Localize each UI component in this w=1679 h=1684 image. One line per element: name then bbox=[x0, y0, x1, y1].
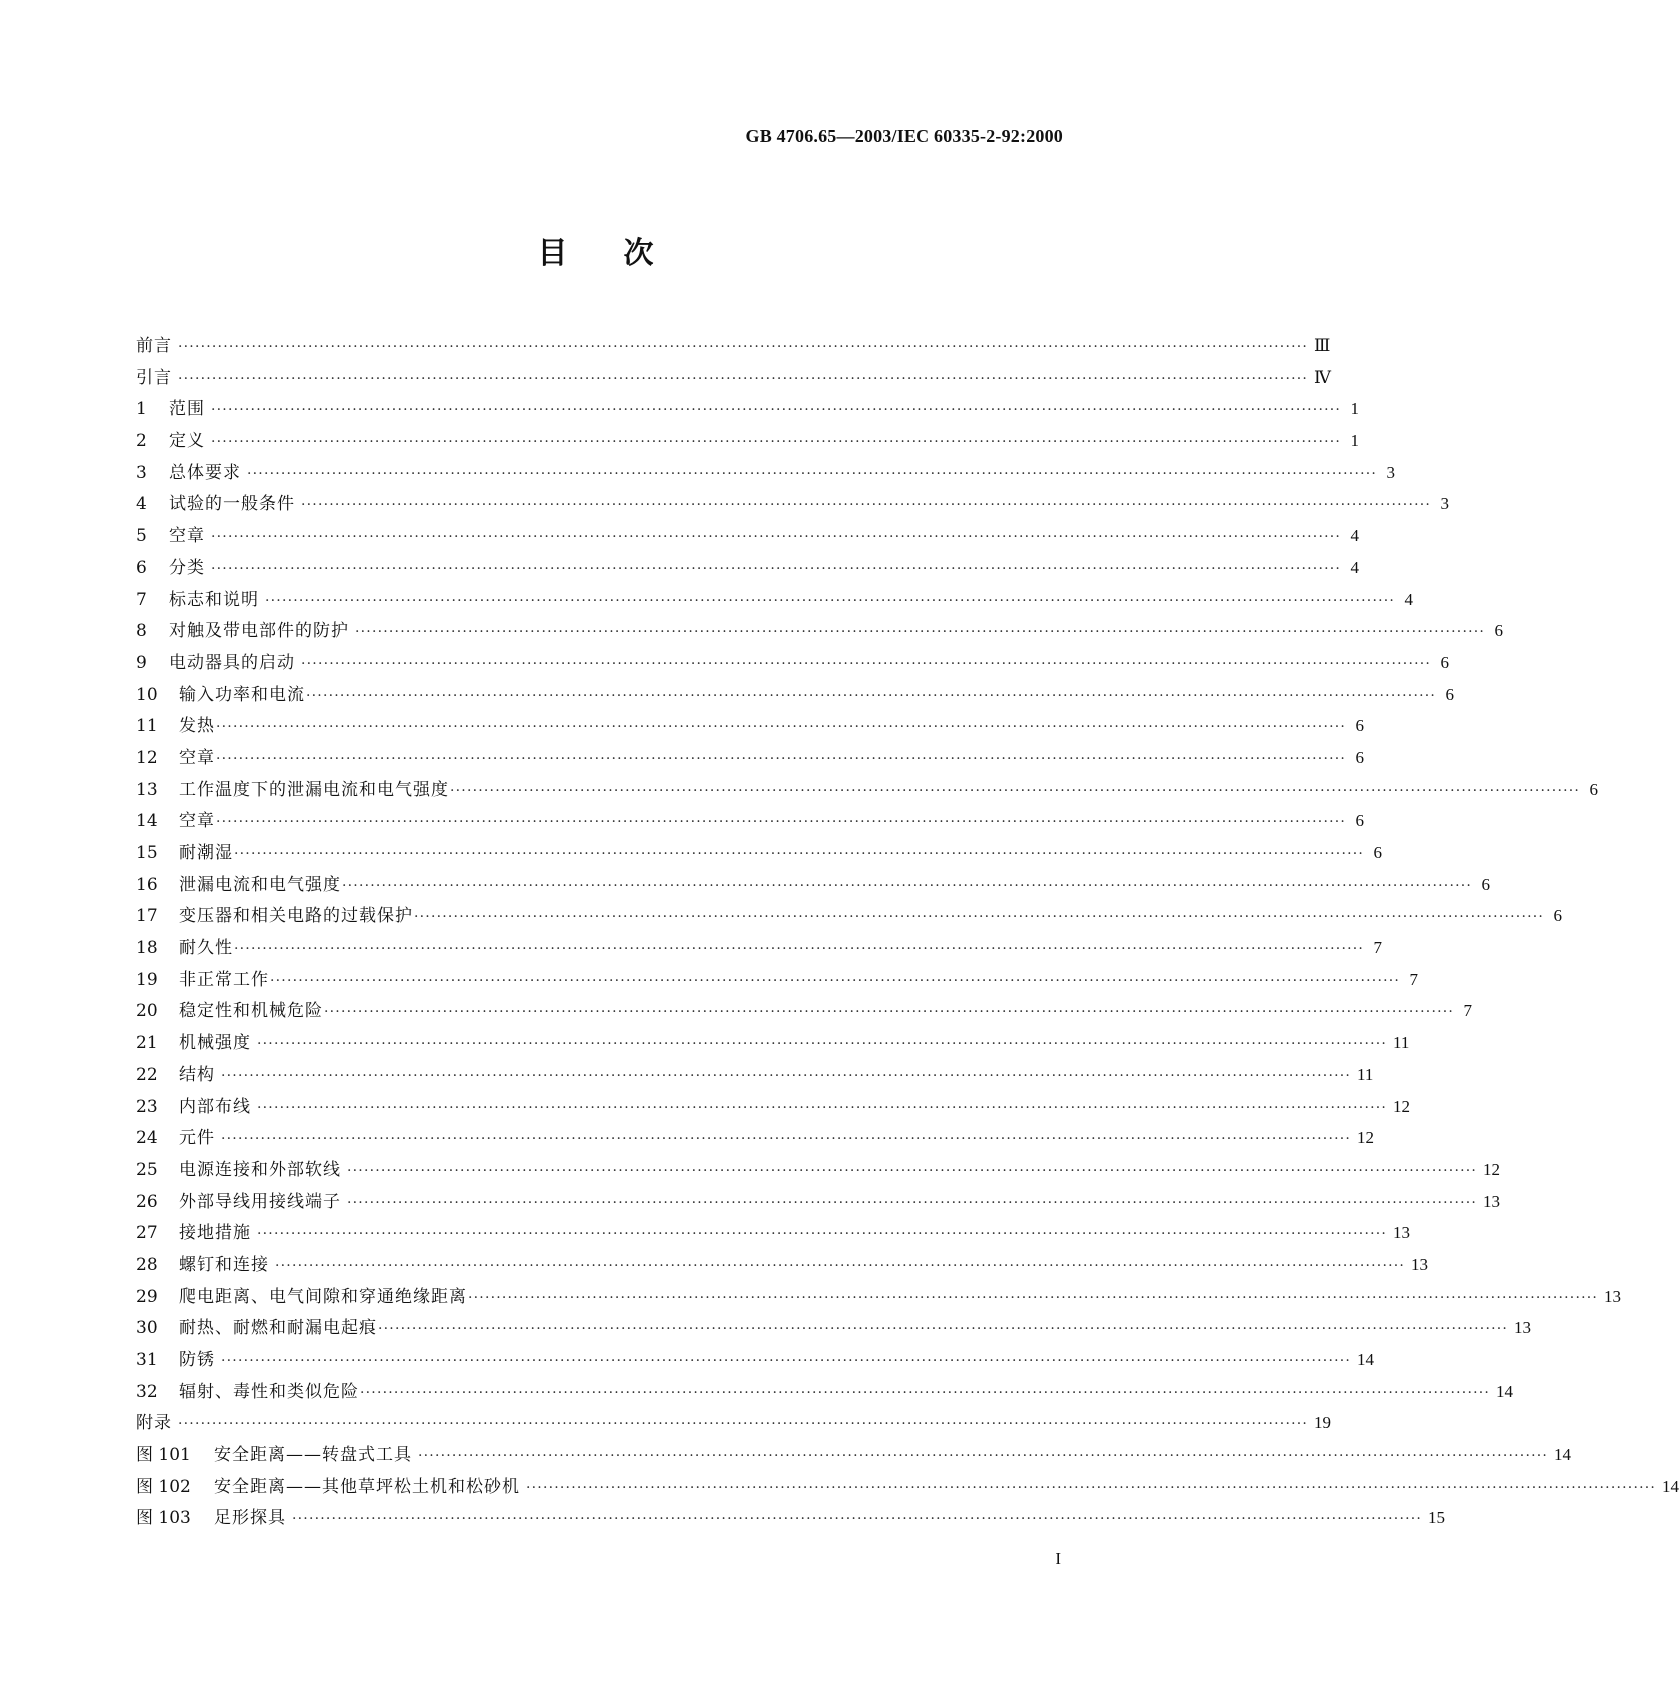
toc-leader-dots: ········································································································································································································ bbox=[418, 1448, 1549, 1465]
toc-entry-label: 变压器和相关电路的过载保护 bbox=[179, 906, 413, 927]
toc-entry-page: 6 bbox=[1481, 874, 1491, 894]
toc-entry-page: 12 bbox=[1393, 1096, 1411, 1116]
toc-entry-page: 7 bbox=[1463, 1001, 1473, 1021]
toc-entry-page: 4 bbox=[1404, 589, 1414, 609]
standard-code: GB 4706.65—2003/IEC 60335-2-92:2000 bbox=[745, 126, 1063, 146]
toc-entry[interactable] bbox=[136, 1440, 1572, 1472]
toc-entry[interactable] bbox=[136, 1218, 1411, 1250]
toc-entry-number: 19 bbox=[136, 969, 158, 990]
toc-leader-dots: ········································································································································································································ bbox=[468, 1289, 1599, 1306]
toc-entry[interactable] bbox=[136, 1313, 1532, 1345]
toc-entry-number: 21 bbox=[136, 1033, 158, 1054]
toc-entry-label: 结构 bbox=[179, 1064, 215, 1085]
toc-entry-page: 3 bbox=[1440, 494, 1450, 514]
toc-leader-dots: ········································································································································································································ bbox=[221, 1131, 1352, 1148]
toc-entry-page: 13 bbox=[1393, 1223, 1411, 1243]
toc-leader-dots: ········································································································································································································ bbox=[211, 560, 1342, 577]
toc-leader-dots: ········································································································································································································ bbox=[216, 750, 1347, 767]
toc-entry[interactable] bbox=[136, 1123, 1375, 1155]
toc-entry-number: 16 bbox=[136, 874, 158, 895]
toc-leader-dots: ········································································································································································································ bbox=[247, 465, 1378, 482]
toc-leader-dots: ········································································································································································································ bbox=[257, 1036, 1388, 1053]
toc-entry[interactable] bbox=[136, 775, 1599, 807]
toc-entry[interactable] bbox=[136, 996, 1473, 1028]
toc-entry[interactable] bbox=[136, 1028, 1410, 1060]
toc-entry[interactable] bbox=[136, 1187, 1501, 1219]
toc-entry-number: 3 bbox=[136, 462, 147, 483]
toc-entry-page: 6 bbox=[1355, 811, 1365, 831]
toc-entry-label: 标志和说明 bbox=[169, 589, 259, 610]
table-of-contents bbox=[136, 331, 1679, 1535]
toc-entry-label: 引言 bbox=[136, 367, 172, 388]
toc-entry-page: 1 bbox=[1350, 431, 1360, 451]
toc-leader-dots: ········································································································································································································ bbox=[211, 402, 1342, 419]
toc-entry[interactable] bbox=[136, 1155, 1501, 1187]
toc-entry-page: 14 bbox=[1662, 1476, 1679, 1496]
toc-entry-number: 17 bbox=[136, 906, 158, 927]
toc-leader-dots: ········································································································································································································ bbox=[306, 687, 1437, 704]
toc-entry-number: 24 bbox=[136, 1128, 158, 1149]
toc-entry-page: 19 bbox=[1314, 1413, 1332, 1433]
toc-entry-label: 安全距离——其他草坪松土机和松砂机 bbox=[214, 1476, 520, 1497]
toc-entry[interactable] bbox=[136, 838, 1383, 870]
toc-entry-label: 爬电距离、电气间隙和穿通绝缘距离 bbox=[179, 1286, 467, 1307]
toc-entry-number: 23 bbox=[136, 1096, 158, 1117]
toc-leader-dots: ········································································································································································································ bbox=[450, 782, 1581, 799]
toc-entry[interactable] bbox=[136, 1472, 1679, 1504]
toc-entry-label: 电源连接和外部软线 bbox=[179, 1159, 341, 1180]
toc-entry[interactable] bbox=[136, 426, 1360, 458]
toc-entry-number: 10 bbox=[136, 684, 158, 705]
toc-leader-dots: ········································································································································································································ bbox=[324, 1004, 1455, 1021]
toc-entry-page: 6 bbox=[1355, 716, 1365, 736]
toc-leader-dots: ········································································································································································································ bbox=[526, 1479, 1657, 1496]
toc-entry-number: 图 103 bbox=[136, 1508, 191, 1529]
toc-leader-dots: ········································································································································································································ bbox=[178, 1416, 1309, 1433]
toc-entry-page: 13 bbox=[1604, 1286, 1622, 1306]
toc-entry-label: 非正常工作 bbox=[179, 969, 269, 990]
toc-entry-page: 15 bbox=[1428, 1508, 1446, 1528]
toc-entry[interactable] bbox=[136, 1092, 1411, 1124]
toc-entry-page: 6 bbox=[1445, 684, 1455, 704]
toc-entry[interactable] bbox=[136, 1250, 1429, 1282]
toc-entry[interactable] bbox=[136, 489, 1450, 521]
toc-leader-dots: ········································································································································································································ bbox=[360, 1384, 1491, 1401]
toc-entry-number: 5 bbox=[136, 526, 147, 547]
toc-entry-page: 12 bbox=[1357, 1128, 1375, 1148]
toc-entry-number: 图 101 bbox=[136, 1445, 191, 1466]
toc-leader-dots: ········································································································································································································ bbox=[265, 592, 1396, 609]
toc-entry-page: 1 bbox=[1350, 399, 1360, 419]
toc-entry[interactable] bbox=[136, 743, 1365, 775]
toc-entry[interactable] bbox=[136, 711, 1365, 743]
toc-entry-label: 分类 bbox=[169, 557, 205, 578]
toc-entry-number: 13 bbox=[136, 779, 158, 800]
toc-entry-number: 15 bbox=[136, 843, 158, 863]
toc-entry-label: 输入功率和电流 bbox=[179, 684, 305, 705]
toc-entry[interactable] bbox=[136, 585, 1414, 617]
toc-entry-label: 辐射、毒性和类似危险 bbox=[179, 1381, 359, 1402]
toc-entry-label: 电动器具的启动 bbox=[169, 652, 295, 673]
toc-leader-dots: ········································································································································································································ bbox=[301, 655, 1432, 672]
toc-entry-label: 稳定性和机械危险 bbox=[179, 1001, 323, 1022]
toc-entry-label: 空章 bbox=[179, 747, 215, 768]
toc-leader-dots: ········································································································································································································ bbox=[378, 1321, 1509, 1338]
toc-entry-label: 范围 bbox=[169, 399, 205, 420]
toc-entry-page: 7 bbox=[1409, 969, 1419, 989]
toc-entry[interactable] bbox=[136, 363, 1332, 395]
toc-entry-page: 13 bbox=[1483, 1191, 1501, 1211]
toc-entry-number: 14 bbox=[136, 811, 158, 832]
toc-entry-label: 泄漏电流和电气强度 bbox=[179, 874, 341, 895]
toc-entry-number: 图 102 bbox=[136, 1476, 191, 1497]
toc-entry-page: 6 bbox=[1355, 747, 1365, 767]
toc-entry-page: 3 bbox=[1386, 462, 1396, 482]
toc-entry-page: 13 bbox=[1411, 1254, 1429, 1274]
toc-leader-dots: ········································································································································································································ bbox=[216, 814, 1347, 831]
toc-entry-number: 12 bbox=[136, 747, 158, 768]
toc-entry[interactable] bbox=[136, 1377, 1514, 1409]
toc-entry-page: Ⅲ bbox=[1314, 336, 1331, 355]
toc-entry[interactable] bbox=[136, 1345, 1375, 1377]
toc-entry[interactable] bbox=[136, 458, 1396, 490]
toc-entry-label: 耐久性 bbox=[179, 938, 233, 959]
toc-entry-page: 11 bbox=[1393, 1033, 1410, 1053]
toc-entry-label: 定义 bbox=[169, 431, 205, 452]
toc-entry-number: 11 bbox=[136, 716, 158, 737]
toc-leader-dots: ········································································································································································································ bbox=[275, 1257, 1406, 1274]
toc-entry-label: 安全距离——转盘式工具 bbox=[214, 1445, 412, 1466]
toc-entry-number: 1 bbox=[136, 399, 147, 420]
toc-entry-number: 6 bbox=[136, 557, 147, 578]
toc-entry-number: 7 bbox=[136, 589, 147, 610]
toc-entry-number: 28 bbox=[136, 1254, 158, 1275]
toc-leader-dots: ········································································································································································································ bbox=[342, 877, 1473, 894]
toc-leader-dots: ········································································································································································································ bbox=[292, 1511, 1423, 1528]
toc-entry-page: 14 bbox=[1496, 1381, 1514, 1401]
toc-leader-dots: ········································································································································································································ bbox=[178, 370, 1309, 387]
toc-entry-label: 元件 bbox=[179, 1128, 215, 1149]
toc-entry[interactable] bbox=[136, 933, 1383, 965]
toc-entry-number: 4 bbox=[136, 494, 147, 515]
toc-entry-page: 6 bbox=[1553, 906, 1563, 926]
toc-entry-label: 工作温度下的泄漏电流和电气强度 bbox=[179, 779, 449, 800]
toc-entry-number: 9 bbox=[136, 652, 147, 673]
toc-leader-dots: ········································································································································································································ bbox=[211, 434, 1342, 451]
toc-entry-number: 18 bbox=[136, 938, 158, 959]
toc-entry-page: 13 bbox=[1514, 1318, 1532, 1338]
toc-entry-number: 32 bbox=[136, 1381, 158, 1402]
toc-leader-dots: ········································································································································································································ bbox=[347, 1194, 1478, 1211]
toc-entry-label: 空章 bbox=[179, 811, 215, 832]
toc-entry-page: 4 bbox=[1350, 557, 1360, 577]
toc-leader-dots: ········································································································································································································ bbox=[221, 1067, 1352, 1084]
toc-entry[interactable] bbox=[136, 1060, 1374, 1092]
toc-entry-label: 足形探具 bbox=[214, 1508, 286, 1529]
toc-entry[interactable] bbox=[136, 616, 1504, 648]
toc-entry-page: 6 bbox=[1440, 652, 1450, 672]
toc-entry-number: 31 bbox=[136, 1350, 158, 1370]
toc-entry[interactable] bbox=[136, 553, 1360, 585]
toc-entry[interactable] bbox=[136, 331, 1331, 363]
toc-leader-dots: ········································································································································································································ bbox=[221, 1353, 1352, 1369]
toc-entry[interactable] bbox=[136, 870, 1491, 902]
toc-entry[interactable] bbox=[136, 521, 1360, 553]
toc-entry[interactable] bbox=[136, 965, 1419, 997]
toc-entry-page: 6 bbox=[1494, 621, 1504, 641]
toc-entry-number: 22 bbox=[136, 1064, 158, 1085]
toc-entry-page: 4 bbox=[1350, 526, 1360, 546]
toc-leader-dots: ········································································································································································································ bbox=[347, 1162, 1478, 1179]
toc-entry-number: 8 bbox=[136, 621, 147, 642]
toc-entry[interactable] bbox=[136, 901, 1563, 933]
toc-leader-dots: ········································································································································································································ bbox=[355, 624, 1486, 641]
toc-entry-label: 耐潮湿 bbox=[179, 843, 233, 863]
toc-leader-dots: ········································································································································································································ bbox=[257, 1099, 1388, 1116]
toc-entry-label: 前言 bbox=[136, 336, 172, 356]
toc-entry-number: 30 bbox=[136, 1318, 158, 1339]
toc-entry-label: 发热 bbox=[179, 716, 215, 737]
toc-entry[interactable] bbox=[136, 648, 1450, 680]
toc-entry-label: 总体要求 bbox=[169, 462, 241, 483]
toc-entry-number: 29 bbox=[136, 1286, 158, 1307]
toc-entry-page: 14 bbox=[1357, 1350, 1375, 1369]
toc-leader-dots: ········································································································································································································ bbox=[178, 339, 1309, 355]
toc-entry-page: 7 bbox=[1373, 938, 1383, 958]
toc-leader-dots: ········································································································································································································ bbox=[414, 909, 1545, 926]
toc-entry-label: 外部导线用接线端子 bbox=[179, 1191, 341, 1212]
toc-entry-page: 6 bbox=[1373, 843, 1383, 862]
toc-entry-label: 空章 bbox=[169, 526, 205, 547]
toc-entry-number: 25 bbox=[136, 1159, 158, 1180]
toc-entry-page: 12 bbox=[1483, 1159, 1501, 1179]
toc-entry-number: 27 bbox=[136, 1223, 158, 1244]
toc-entry-page: 14 bbox=[1554, 1445, 1572, 1465]
toc-entry-label: 试验的一般条件 bbox=[169, 494, 295, 515]
toc-entry[interactable] bbox=[136, 806, 1365, 838]
toc-entry-label: 附录 bbox=[136, 1413, 172, 1434]
toc-entry-page: Ⅳ bbox=[1314, 367, 1332, 387]
toc-entry-label: 接地措施 bbox=[179, 1223, 251, 1244]
toc-entry-page: 6 bbox=[1589, 779, 1599, 799]
toc-entry-label: 螺钉和连接 bbox=[179, 1254, 269, 1275]
toc-entry-number: 20 bbox=[136, 1001, 158, 1022]
toc-leader-dots: ········································································································································································································ bbox=[270, 972, 1401, 989]
toc-entry-number: 26 bbox=[136, 1191, 158, 1212]
toc-entry-label: 耐热、耐燃和耐漏电起痕 bbox=[179, 1318, 377, 1339]
toc-entry-page: 11 bbox=[1357, 1064, 1374, 1084]
toc-entry[interactable] bbox=[136, 1282, 1622, 1314]
toc-entry-label: 机械强度 bbox=[179, 1033, 251, 1054]
toc-leader-dots: ········································································································································································································ bbox=[211, 529, 1342, 546]
toc-leader-dots: ········································································································································································································ bbox=[234, 846, 1365, 862]
page-number: I bbox=[1055, 1549, 1061, 1568]
toc-entry[interactable] bbox=[136, 394, 1360, 426]
toc-entry-label: 对触及带电部件的防护 bbox=[169, 621, 349, 642]
toc-leader-dots: ········································································································································································································ bbox=[257, 1226, 1388, 1243]
toc-entry[interactable] bbox=[136, 680, 1455, 712]
toc-entry[interactable] bbox=[136, 1503, 1446, 1535]
toc-entry[interactable] bbox=[136, 1408, 1332, 1440]
page-title: 目次 bbox=[537, 236, 710, 271]
toc-entry-number: 2 bbox=[136, 431, 147, 452]
toc-leader-dots: ········································································································································································································ bbox=[216, 719, 1347, 736]
toc-leader-dots: ········································································································································································································ bbox=[234, 941, 1365, 958]
toc-leader-dots: ········································································································································································································ bbox=[301, 497, 1432, 514]
toc-entry-label: 内部布线 bbox=[179, 1096, 251, 1117]
toc-entry-label: 防锈 bbox=[179, 1350, 215, 1370]
